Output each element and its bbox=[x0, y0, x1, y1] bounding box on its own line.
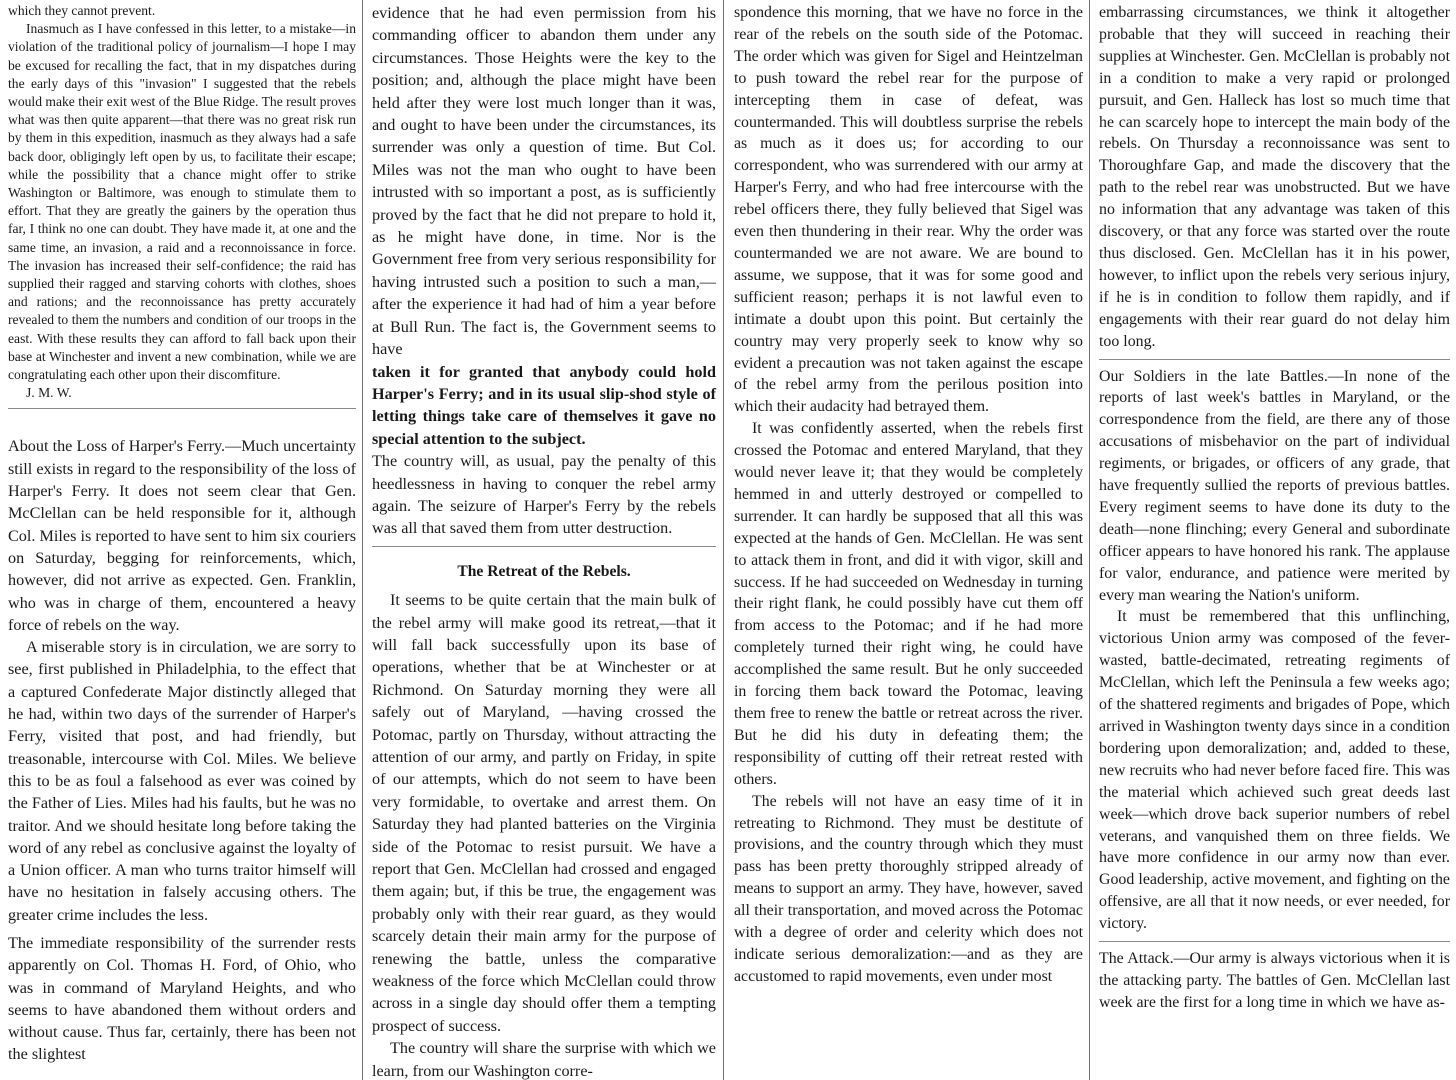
column-2 bbox=[364, 0, 722, 1080]
paragraph: which they cannot prevent. bbox=[8, 3, 156, 18]
article-continuation bbox=[8, 932, 356, 1066]
section-divider bbox=[8, 408, 356, 409]
column-4 bbox=[1091, 0, 1456, 1080]
letter-piece bbox=[8, 2, 356, 402]
article-our-soldiers bbox=[1099, 366, 1450, 936]
paragraph: It must be remembered that this unflinching, victorious Union army was composed of the fever-wasted, battle-decimated, retreating regiments of McClellan, which left the Peninsula a few weeks ago; of the shattered regiments and brigades of Pope, which arrived in Washington twenty days since in a condition bordering upon demoralization; and, added to these, new recruits who had never before faced fire. This was the material which achieved such great deeds last week—which drove back superior numbers of rebel veterans, and vanquished them on three fields. We have more confidence in our army now than ever. Good leadership, active movement, and fighting on the offensive, are all that it now needs, or ever needed, for victory. bbox=[1099, 608, 1450, 933]
section-divider bbox=[1099, 359, 1450, 360]
paragraph: embarrassing circumstances, we think it altogether probable that they will succeed in reaching their supplies at Winchester. Gen. McClellan is probably not in a condition to make a very rapid or prolonged pursuit, and Gen. Halleck has lost so much time that he can scarcely hope to intercept the main body of the rebels. On Thursday a reconnoissance was sent to Thoroughfare Gap, and made the discovery that the path to the rebel rear was unobstructed. But we have no information that any advantage was taken of this discovery, or that any force was started over the route thus disclosed. Gen. McClellan has it in his power, however, to inflict upon the rebels very serious injury, if he is in condition to follow them rapidly, and if engagements with their rear guard do not delay him too long. bbox=[1099, 4, 1450, 350]
paragraph: A miserable story is in circulation, we are sorry to see, first published in Philadelphia, to the effect that a captured Confederate Major distinctly alleged that he had, within two days of the surrender of Harper's Ferry, visited that post, and had friendly, but treasonable, intercourse with Col. Miles. We believe this to be as foul a falsehood as ever was coined by the Father of Lies. Miles had his faults, but he was no traitor. And we should hesitate long before taking the word of any rebel as conclusive against the loyalty of a Union officer. A man who turns traitor himself will have no hesitation in falsely accusing others. The greater crime includes the less. bbox=[8, 638, 356, 924]
paragraph: The rebels will not have an easy time of it in retreating to Richmond. They must be destitute of provisions, and the country through which they must pass has been pretty thoroughly stripped already of means to support an army. They have, however, saved all their transportation, and moved across the Potomac with a degree of order and celerity which does not indicate serious demoralization:—and as they are accustomed to rapid movements, even under most bbox=[734, 792, 1083, 985]
signature: J. M. W. bbox=[26, 385, 72, 401]
paragraph: evidence that he had even permission from his commanding officer to abandon them under any circumstances. Those Heights were the key to the position; and, although the place might have been held after they were lost much longer than it was, and ought to have been under the circumstances, its surrender was only a question of time. But Col. Miles was not the man who ought to have been intrusted with so important a post, as is sufficiently proved by the fact that he did not prepare to hold it, as he might have done, in time. Nor is the Government free from very serious responsibility for having intrusted such a position to such a man,—after the experience it had had of him a year before at Bull Run. The fact is, the Government seems to have bbox=[372, 4, 716, 359]
paragraph: The country will, as usual, pay the penalty of this heedlessness in having to conquer the rebel army again. The seizure of Harper's Ferry by the rebels was all that saved them from utter destruction. bbox=[372, 452, 716, 538]
column-divider bbox=[1089, 0, 1090, 1080]
paragraph: It was confidently asserted, when the rebels first crossed the Potomac and entered Maryland, that they would never leave it; that they would be completely hemmed in and utterly destroyed or compelled to surrender. It can hardly be supposed that all this was expected at the hands of Gen. McClellan. He was sent to attack them in front, and did it with vigor, skill and success. If he had succeeded on Wednesday in turning their right flank, he could possibly have cut them off from access to the Potomac; and if he had more completely turned their right wing, he could have accomplished the same result. But he only succeeded in forcing them back toward the Potomac, leaving them free to renew the battle or retreat across the river. But he did his duty in defeating them; the responsibility of cutting off their retreat rested with others. bbox=[734, 420, 1083, 788]
article-heading: The Retreat of the Rebels. bbox=[457, 562, 631, 580]
article-retreat-of-the-rebels bbox=[372, 561, 716, 1080]
column-divider bbox=[723, 0, 724, 1080]
article-continued bbox=[372, 2, 716, 540]
article-continued bbox=[734, 2, 1083, 988]
paragraph: Our Soldiers in the late Battles.—In none of the reports of last week's battles in Maryland, or the correspondence from the field, are there any of those accusations of misbehavior on the part of individual regiments, or brigades, or officers of any grade, that have frequently sullied the reports of previous battles. Every regiment seems to have done its duty to the death—none flinching; every General and subordinate officer appears to have honored his rank. The applause for valor, endurance, and patience were merited by every man wearing the Nation's uniform. bbox=[1099, 367, 1450, 604]
article-the-attack bbox=[1099, 948, 1450, 1014]
paragraph: The Attack.—Our army is always victorious when it is the attacking party. The battles of Gen. McClellan last week are the first for a long time in which we have as- bbox=[1099, 950, 1450, 1011]
column-3 bbox=[726, 0, 1089, 1080]
column-divider bbox=[362, 0, 363, 1080]
paragraph: The country will share the surprise with which we learn, from our Washington corre- bbox=[372, 1039, 716, 1080]
section-divider bbox=[372, 546, 716, 547]
article-continued bbox=[1099, 2, 1450, 353]
paragraph: Inasmuch as I have confessed in this letter, to a mistake—in violation of the traditional policy of journalism—I hope I may be excused for recalling the fact, that in my dispatches during the early days of this "invasion" I suggested that the rebels would make their exit west of the Blue Ridge. The result proves what was then quite apparent—that there was no great risk run by them in this expedition, inasmuch as they always had a safe back door, obligingly left open by us, to facilitate their escape; while the possibility that a chance might offer to strike Washington or Baltimore, was enough to stimulate them to effort. That they are greatly the gainers by the operation thus far, I think no one can doubt. They have made it, at one and the same time, an invasion, a raid and a reconnoissance in force. The invasion has increased their self-confidence; the raid has supplied their ragged and starving cohorts with clothes, shoes and rations; and the reconnoissance has pretty accurately revealed to them the numbers and condition of our troops in the east. With these results they can afford to fall back upon their base at Winchester and invent a new combination, while we are congratulating each other upon their discomfiture. bbox=[8, 21, 356, 383]
paragraph: spondence this morning, that we have no force in the rear of the rebels on the south side of the Potomac. The order which was given for Sigel and Heintzelman to push toward the rebel rear for the purpose of intercepting them in case of defeat, was countermanded. This will doubtless surprise the rebels as much as it does us; for according to our correspondent, who was surrendered with our army at Harper's Ferry, and who had free intercourse with the rebel officers there, they fully believed that Sigel was even then thundering in their rear. Why the order was countermanded we are not aware. We are bound to assume, we suppose, that it was for some good and sufficient reason; perhaps it is not lawful even to intimate a doubt upon this point. But certainly the country may very properly seek to know why so evident a precaution was not taken against the escape of the rebel army from the perilous position into which their audacity had betrayed them. bbox=[734, 4, 1083, 416]
paragraph: About the Loss of Harper's Ferry.—Much uncertainty still exists in regard to the responsibility of the loss of Harper's Ferry. It does not seem clear that Gen. McClellan can be held responsible for it, although Col. Miles is reported to have sent to him six couriers on Saturday, begging for reinforcements, which, however, did not arrive as expected. Gen. Franklin, who was in charge of them, encountered a heavy force of rebels on the way. bbox=[8, 437, 356, 634]
column-1 bbox=[0, 0, 362, 1080]
section-divider bbox=[1099, 941, 1450, 942]
paragraph: The immediate responsibility of the surrender rests apparently on Col. Thomas H. Ford, of Ohio, who was in command of Maryland Heights, and who seems to have abandoned them without orders and without cause. Thus far, certainly, there has been not the slightest bbox=[8, 934, 356, 1064]
paragraph: It seems to be quite certain that the main bulk of the rebel army will make good its retreat,—that it will fall back successfully upon its base of operations, whether that be at Winchester or at Richmond. On Saturday morning they were all safely out of Maryland, —having crossed the Potomac, partly on Thursday, without attracting the attention of our army, and partly on Friday, in spite of our attempts, which do not seem to have been very formidable, to overtake and arrest them. On Saturday they had planted batteries on the Virginia side of the Potomac to resist pursuit. We have a report that Gen. McClellan had crossed and engaged them again; but, if this be true, the engagement was probably only with their rear guard, as they would scarcely detain their main army for the purpose of renewing the battle, unless the comparative weakness of the force which McClellan could throw across in a single day should offer them a tempting prospect of success. bbox=[372, 591, 716, 1035]
paragraph-bold: taken it for granted that anybody could hold Harper's Ferry; and in its usual slip-shod style of letting things take care of themselves it gave no special attention to the subject. bbox=[372, 362, 716, 448]
article-loss-of-harpers-ferry bbox=[8, 435, 356, 926]
